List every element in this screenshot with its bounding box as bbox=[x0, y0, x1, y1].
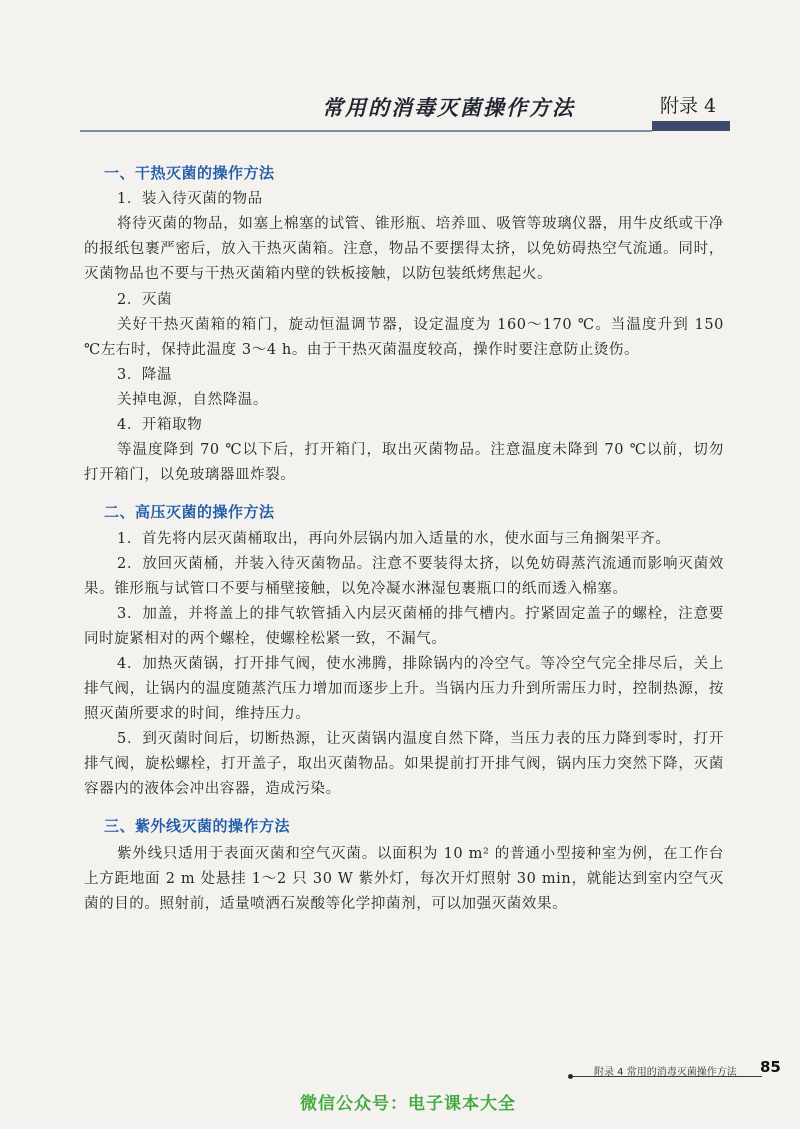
watermark-text: 微信公众号：电子课本大全 bbox=[300, 1094, 516, 1114]
running-header-title: 常用的消毒灭菌操作方法 bbox=[322, 96, 575, 120]
paragraph: 4．加热灭菌锅，打开排气阀，使水沸腾，排除锅内的冷空气。等冷空气完全排尽后，关上排气阀，让锅内的温度随蒸汽压力增加而逐步上升。当锅内压力升到所需压力时，控制热源，按照灭菌所要求的时间，维持压力。 bbox=[84, 656, 724, 722]
appendix-label: 附录 4 bbox=[660, 95, 717, 117]
paragraph: 关好干热灭菌箱的箱门，旋动恒温调节器，设定温度为 160～170 ℃。当温度升到 150 ℃左右时，保持此温度 3～4 h。由于干热灭菌温度较高，操作时要注意防止烫伤。 bbox=[84, 317, 724, 358]
paragraph: 等温度降到 70 ℃以下后，打开箱门，取出灭菌物品。注意温度未降到 70 ℃以前，切勿打开箱门，以免玻璃器皿炸裂。 bbox=[84, 442, 724, 483]
section-heading: 三、紫外线灭菌的操作方法 bbox=[104, 817, 291, 835]
subsection-title: 2．灭菌 bbox=[117, 292, 173, 308]
subsection-title: 3．降温 bbox=[117, 367, 173, 383]
page-number: 85 bbox=[760, 1058, 781, 1076]
paragraph: 2．放回灭菌桶，并装入待灭菌物品。注意不要装得太挤，以免妨碍蒸汽流通而影响灭菌效果。锥形瓶与试管口不要与桶壁接触，以免冷凝水淋湿包裹瓶口的纸而透入棉塞。 bbox=[84, 556, 724, 597]
header-accent-block bbox=[652, 121, 730, 131]
paragraph: 5．到灭菌时间后，切断热源，让灭菌锅内温度自然下降，当压力表的压力降到零时，打开排气阀，旋松螺栓，打开盖子，取出灭菌物品。如果提前打开排气阀，锅内压力突然下降，灭菌容器内的液体会冲出容器，造成污染。 bbox=[84, 731, 724, 797]
paragraph: 将待灭菌的物品，如塞上棉塞的试管、锥形瓶、培养皿、吸管等玻璃仪器，用牛皮纸或干净的报纸包裹严密后，放入干热灭菌箱。注意，物品不要摆得太挤，以免妨碍热空气流通。同时，灭菌物品也不要与干热灭菌箱内壁的铁板接触，以防包装纸烤焦起火。 bbox=[84, 216, 724, 282]
paragraph: 3．加盖，并将盖上的排气软管插入内层灭菌桶的排气槽内。拧紧固定盖子的螺栓，注意要同时旋紧相对的两个螺栓，使螺栓松紧一致，不漏气。 bbox=[84, 606, 724, 647]
header-rule bbox=[80, 130, 652, 132]
paragraph: 1．首先将内层灭菌桶取出，再向外层锅内加入适量的水，使水面与三角搁架平齐。 bbox=[117, 531, 671, 547]
subsection-title: 4．开箱取物 bbox=[117, 417, 203, 433]
paragraph: 紫外线只适用于表面灭菌和空气灭菌。以面积为 10 m² 的普通小型接种室为例，在工作台上方距地面 2 m 处悬挂 1～2 只 30 W 紫外灯，每次开灯照射 30 min，就能达到室内空气灭菌的目的。照射前，适量喷洒石炭酸等化学抑菌剂，可以加强灭菌效果。 bbox=[84, 846, 724, 912]
subsection-title: 1．装入待灭菌的物品 bbox=[117, 191, 263, 207]
paragraph: 关掉电源，自然降温。 bbox=[117, 392, 268, 408]
footer-running-title: 附录 4 常用的消毒灭菌操作方法 bbox=[594, 1067, 737, 1078]
section-heading: 二、高压灭菌的操作方法 bbox=[104, 503, 275, 521]
section-heading: 一、干热灭菌的操作方法 bbox=[104, 164, 275, 182]
